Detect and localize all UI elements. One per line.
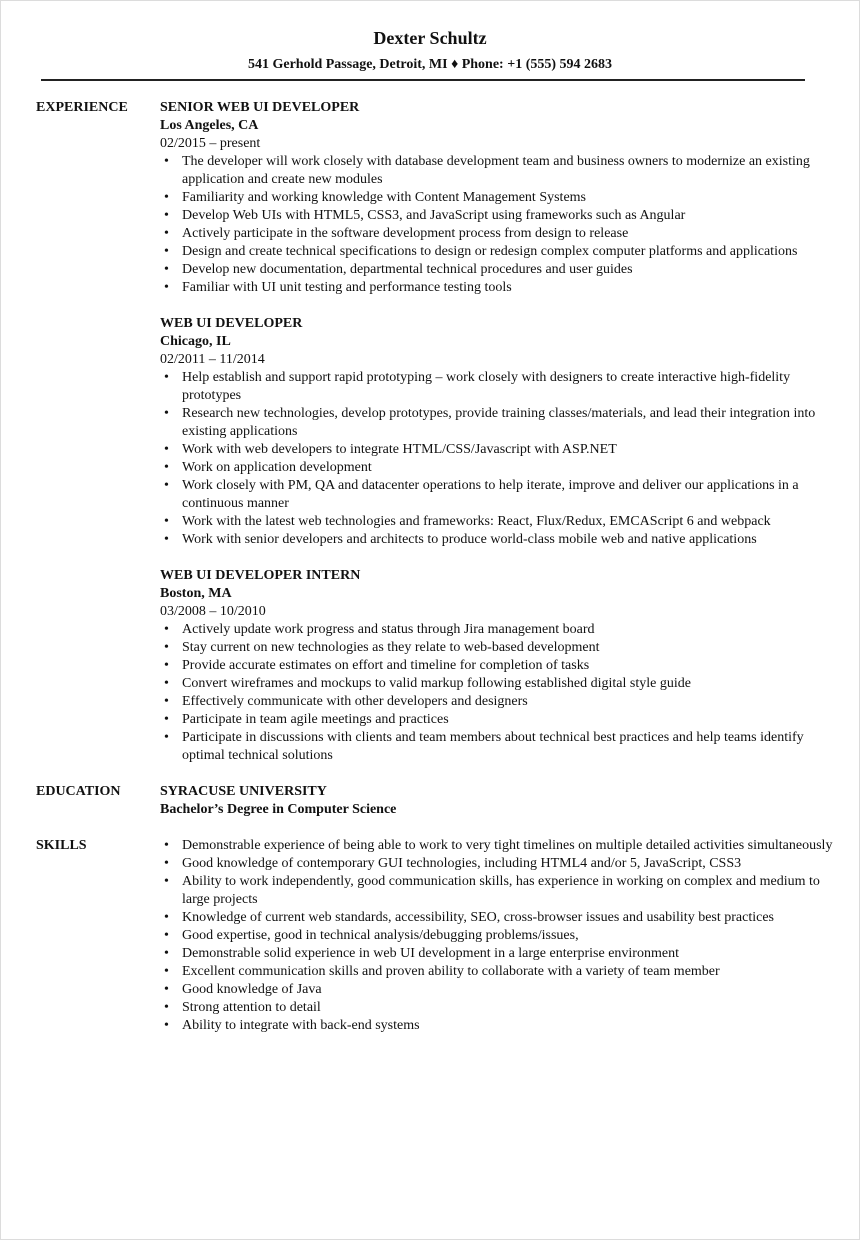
job-bullet: • The developer will work closely with database development team and business owners to modernize an existing application and create new modules (160, 153, 839, 189)
job-bullets (160, 369, 839, 549)
job-entry (160, 315, 839, 549)
header-divider (41, 79, 805, 81)
job-bullet: • Effectively communicate with other developers and designers (160, 693, 839, 711)
job-bullet: • Actively update work progress and status through Jira management board (160, 621, 839, 639)
skill-item: • Knowledge of current web standards, accessibility, SEO, cross-browser issues and usability best practices (160, 909, 839, 927)
job-dates: 02/2011 – 11/2014 (160, 352, 265, 367)
job-bullet: • Work with senior developers and architects to produce world-class mobile web and native applications (160, 531, 839, 549)
job-entry (160, 567, 839, 765)
job-title: WEB UI DEVELOPER (160, 316, 303, 331)
skill-item: • Ability to integrate with back-end systems (160, 1017, 839, 1035)
job-bullets (160, 153, 839, 297)
job-bullet: • Develop new documentation, departmental technical procedures and user guides (160, 261, 839, 279)
job-title: SENIOR WEB UI DEVELOPER (160, 100, 360, 115)
skills-section (1, 837, 859, 1035)
job-dates: 02/2015 – present (160, 136, 261, 151)
experience-list (160, 99, 859, 765)
skill-item: • Demonstrable solid experience in web UI development in a large enterprise environment (160, 945, 839, 963)
job-location: Los Angeles, CA (160, 118, 259, 133)
skill-item: • Strong attention to detail (160, 999, 839, 1017)
degree-name: Bachelor’s Degree in Computer Science (160, 802, 397, 817)
contact-line: 541 Gerhold Passage, Detroit, MI ♦ Phone: +1 (555) 594 2683 (247, 57, 613, 72)
job-bullet: • Help establish and support rapid prototyping – work closely with designers to create interactive high-fidelity prototypes (160, 369, 839, 405)
job-bullet: • Stay current on new technologies as they relate to web-based development (160, 639, 839, 657)
job-bullet: • Work with the latest web technologies and frameworks: React, Flux/Redux, EMCAScript 6 and webpack (160, 513, 839, 531)
job-bullets (160, 621, 839, 765)
skills-list (160, 837, 859, 1035)
job-bullet: • Participate in discussions with clients and team members about technical best practices and help teams identify optimal technical solutions (160, 729, 839, 765)
skill-item: • Demonstrable experience of being able to work to very tight timelines on multiple detailed activities simultaneously (160, 837, 839, 855)
job-dates: 03/2008 – 10/2010 (160, 604, 266, 619)
skill-item: • Good knowledge of Java (160, 981, 839, 999)
skill-item: • Good expertise, good in technical analysis/debugging problems/issues, (160, 927, 839, 945)
candidate-name: Dexter Schultz (373, 28, 487, 48)
skills-bullets (160, 837, 839, 1035)
education-section (1, 783, 859, 819)
resume-header (1, 1, 859, 74)
job-bullet: • Research new technologies, develop prototypes, provide training classes/materials, and lead their integration into existing applications (160, 405, 839, 441)
section-label-experience: EXPERIENCE (36, 100, 128, 115)
job-location: Chicago, IL (160, 334, 231, 349)
job-location: Boston, MA (160, 586, 232, 601)
skill-item: • Good knowledge of contemporary GUI technologies, including HTML4 and/or 5, JavaScript, CSS3 (160, 855, 839, 873)
job-bullet: • Work on application development (160, 459, 839, 477)
job-bullet: • Design and create technical specifications to design or redesign complex computer platforms and applications (160, 243, 839, 261)
job-bullet: • Convert wireframes and mockups to valid markup following established digital style guide (160, 675, 839, 693)
section-label-skills: SKILLS (36, 838, 87, 853)
job-bullet: • Participate in team agile meetings and practices (160, 711, 839, 729)
job-title: WEB UI DEVELOPER INTERN (160, 568, 361, 583)
job-bullet: • Familiarity and working knowledge with Content Management Systems (160, 189, 839, 207)
experience-section (1, 99, 859, 765)
job-bullet: • Develop Web UIs with HTML5, CSS3, and JavaScript using frameworks such as Angular (160, 207, 839, 225)
job-bullet: • Actively participate in the software development process from design to release (160, 225, 839, 243)
job-bullet: • Work with web developers to integrate HTML/CSS/Javascript with ASP.NET (160, 441, 839, 459)
job-bullet: • Work closely with PM, QA and datacenter operations to help iterate, improve and deliver our applications in a continuous manner (160, 477, 839, 513)
job-bullet: • Familiar with UI unit testing and performance testing tools (160, 279, 839, 297)
section-label-education: EDUCATION (36, 784, 121, 799)
skill-item: • Ability to work independently, good communication skills, has experience in working on complex and medium to large projects (160, 873, 839, 909)
education-entry (160, 783, 859, 819)
skill-item: • Excellent communication skills and proven ability to collaborate with a variety of team member (160, 963, 839, 981)
job-bullet: • Provide accurate estimates on effort and timeline for completion of tasks (160, 657, 839, 675)
job-entry (160, 99, 839, 297)
school-name: SYRACUSE UNIVERSITY (160, 784, 327, 799)
